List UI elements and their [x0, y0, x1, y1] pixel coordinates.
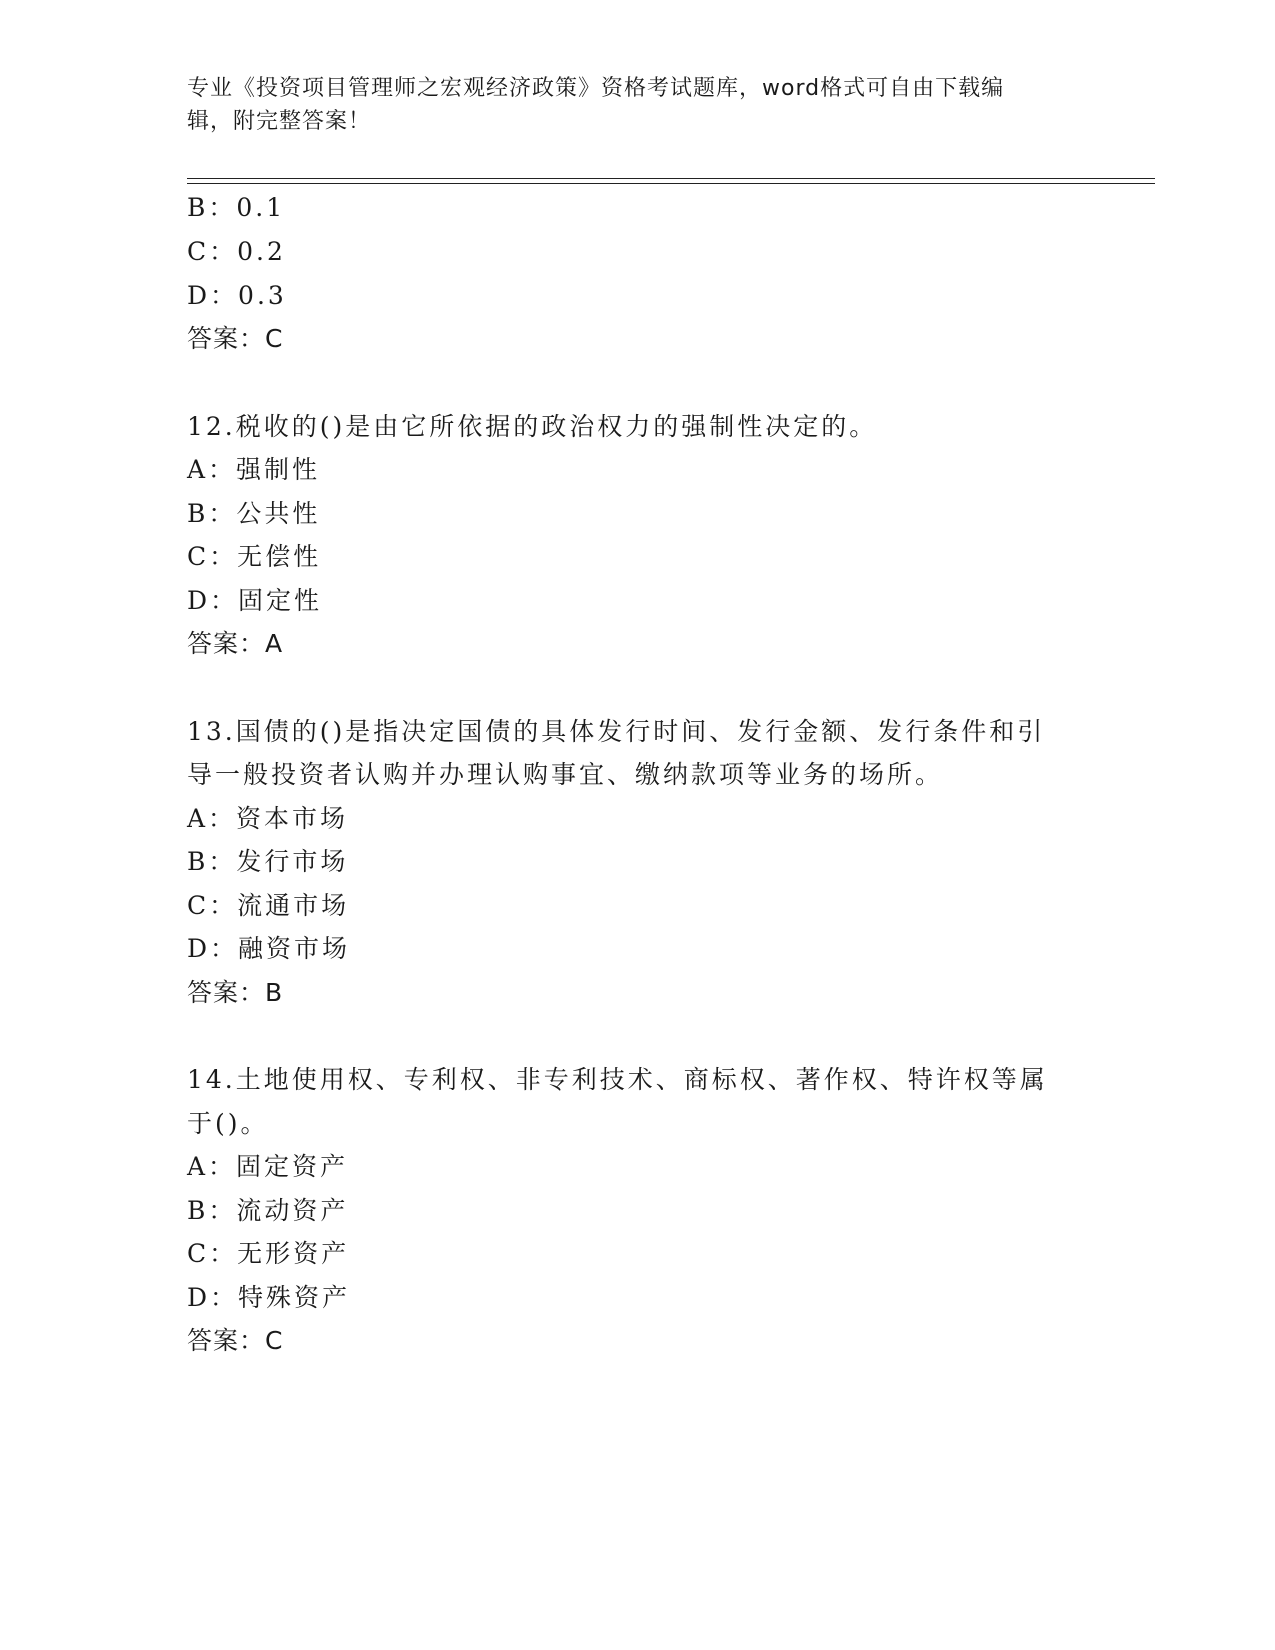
q11-option-b: B：0.1 — [187, 193, 286, 222]
q11-option-c: C：0.2 — [187, 237, 286, 266]
q13-option-d: D：融资市场 — [187, 934, 351, 963]
header-line-2: 辑，附完整答案！ — [187, 109, 372, 134]
q11-option-d: D：0.3 — [187, 281, 287, 310]
q13-option-c: C：流通市场 — [187, 891, 350, 920]
q13-answer: 答案：B — [187, 978, 284, 1007]
q14-option-a: A：固定资产 — [187, 1152, 349, 1181]
q12-stem: 12.税收的()是由它所依据的政治权力的强制性决定的。 — [187, 412, 878, 441]
header-divider-bottom — [187, 183, 1155, 184]
q14-option-b: B：流动资产 — [187, 1196, 349, 1225]
q12-answer: 答案：A — [187, 629, 284, 658]
header-line-1: 专业《投资项目管理师之宏观经济政策》资格考试题库，word格式可自由下载编 — [187, 76, 1005, 101]
q13-stem-line-1: 13.国债的()是指决定国债的具体发行时间、发行金额、发行条件和引 — [187, 717, 1046, 746]
header-divider-top — [187, 178, 1155, 179]
q14-stem-line-1: 14.土地使用权、专利权、非专利技术、商标权、著作权、特许权等属 — [187, 1065, 1048, 1094]
q12-option-b: B：公共性 — [187, 499, 321, 528]
q13-option-b: B：发行市场 — [187, 847, 349, 876]
q12-option-c: C：无偿性 — [187, 542, 322, 571]
q11-answer: 答案：C — [187, 324, 284, 353]
q14-option-d: D：特殊资产 — [187, 1283, 351, 1312]
q13-option-a: A：资本市场 — [187, 804, 349, 833]
q14-option-c: C：无形资产 — [187, 1239, 350, 1268]
document-header — [187, 72, 1067, 138]
q12-option-a: A：强制性 — [187, 455, 321, 484]
q12-option-d: D：固定性 — [187, 586, 323, 615]
q13-stem-line-2: 导一般投资者认购并办理认购事宜、缴纳款项等业务的场所。 — [187, 760, 944, 789]
q14-answer: 答案：C — [187, 1326, 284, 1355]
q14-stem-line-2: 于()。 — [187, 1109, 269, 1138]
